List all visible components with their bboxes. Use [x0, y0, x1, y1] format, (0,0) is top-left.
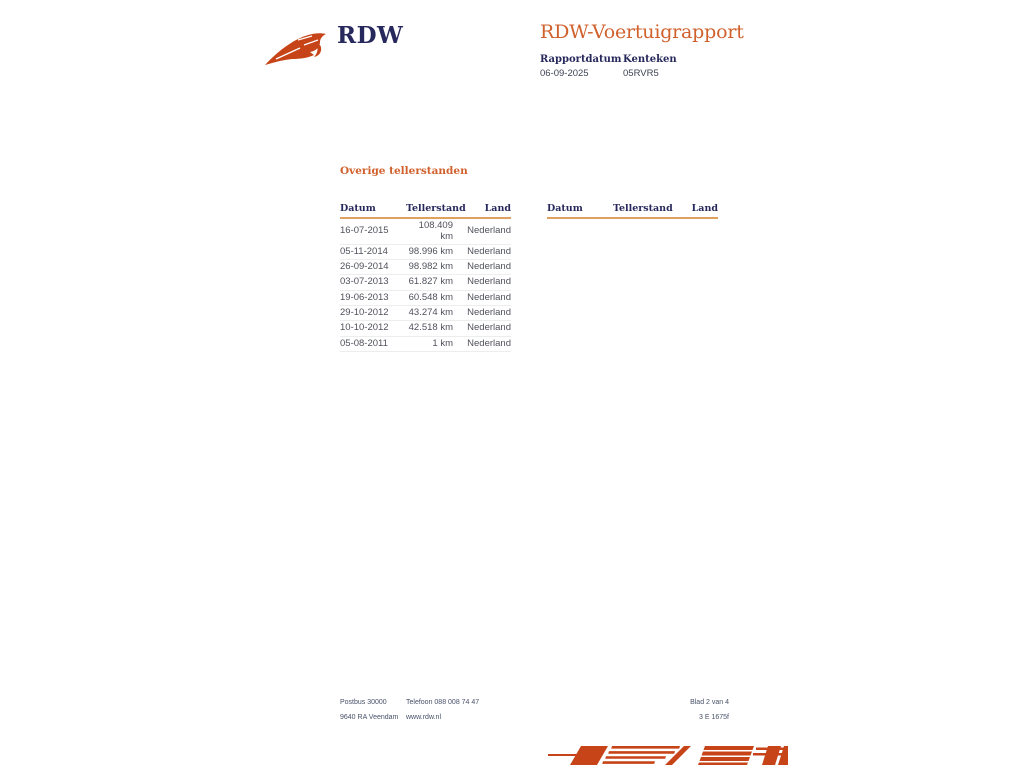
odometer-cell: 60.548 km: [406, 290, 453, 305]
footer-address: [340, 699, 398, 729]
country-cell: Nederland: [453, 305, 511, 320]
date-cell: 29-10-2012: [340, 305, 406, 320]
table-row: [340, 305, 511, 320]
country-cell: Nederland: [453, 218, 511, 244]
license-plate-label: Kenteken: [623, 54, 677, 65]
column-header-tellerstand: Tellerstand: [406, 203, 453, 218]
column-header-land: Land: [453, 203, 511, 218]
country-cell: Nederland: [453, 321, 511, 336]
table-header-row: [547, 203, 718, 218]
rdw-bird-logo: [264, 28, 331, 69]
license-plate-value: 05RVR5: [623, 68, 659, 79]
footer-contact: [406, 699, 479, 729]
date-cell: 05-08-2011: [340, 336, 406, 351]
date-cell: 19-06-2013: [340, 290, 406, 305]
odometer-cell: 43.274 km: [406, 305, 453, 320]
date-cell: 05-11-2014: [340, 244, 406, 259]
page-footer: [340, 699, 729, 725]
footer-website-link[interactable]: www.rdw.nl: [406, 714, 442, 721]
country-cell: Nederland: [453, 275, 511, 290]
license-plate-field: [623, 55, 706, 79]
odometer-cell: 61.827 km: [406, 275, 453, 290]
report-meta: [540, 55, 706, 79]
column-header-datum: Datum: [340, 203, 406, 218]
section-heading-overige-tellerstanden: Overige tellerstanden: [340, 165, 468, 177]
page-title: RDW-Voertuigrapport: [540, 21, 744, 43]
table-row: [340, 260, 511, 275]
odometer-cell: 98.982 km: [406, 260, 453, 275]
date-cell: 26-09-2014: [340, 260, 406, 275]
footer-page-number: Blad 2 van 4: [690, 699, 729, 706]
odometer-cell: 1 km: [406, 336, 453, 351]
odometer-tables: [340, 203, 718, 352]
brand-wordmark: RDW: [337, 22, 404, 49]
table-row: [340, 321, 511, 336]
odometer-table-right: [547, 203, 718, 352]
table-row: [340, 275, 511, 290]
odometer-cell: 108.409 km: [406, 218, 453, 244]
table-row: [340, 244, 511, 259]
footer-city: 9640 RA Veendam: [340, 714, 399, 721]
odometer-cell: 42.518 km: [406, 321, 453, 336]
odometer-table-left: [340, 203, 511, 352]
report-date-field: [540, 55, 623, 79]
date-cell: 16-07-2015: [340, 218, 406, 244]
footer-form-code: 3 E 1675f: [699, 714, 729, 721]
country-cell: Nederland: [453, 244, 511, 259]
report-date-value: 06-09-2025: [540, 68, 589, 79]
rdw-speed-stripes-graphic: [548, 743, 788, 768]
column-header-datum: Datum: [547, 203, 613, 218]
odometer-cell: 98.996 km: [406, 244, 453, 259]
country-cell: Nederland: [453, 336, 511, 351]
table-header-row: [340, 203, 511, 218]
report-date-label: Rapportdatum: [540, 54, 622, 65]
footer-page-info: [690, 699, 729, 729]
column-header-land: Land: [660, 203, 718, 218]
column-header-tellerstand: Tellerstand: [613, 203, 660, 218]
footer-phone: Telefoon 088 008 74 47: [406, 699, 480, 706]
table-row: [340, 218, 511, 244]
country-cell: Nederland: [453, 290, 511, 305]
table-row: [340, 290, 511, 305]
country-cell: Nederland: [453, 260, 511, 275]
footer-postbox: Postbus 30000: [340, 699, 387, 706]
date-cell: 10-10-2012: [340, 321, 406, 336]
date-cell: 03-07-2013: [340, 275, 406, 290]
table-row: [340, 336, 511, 351]
